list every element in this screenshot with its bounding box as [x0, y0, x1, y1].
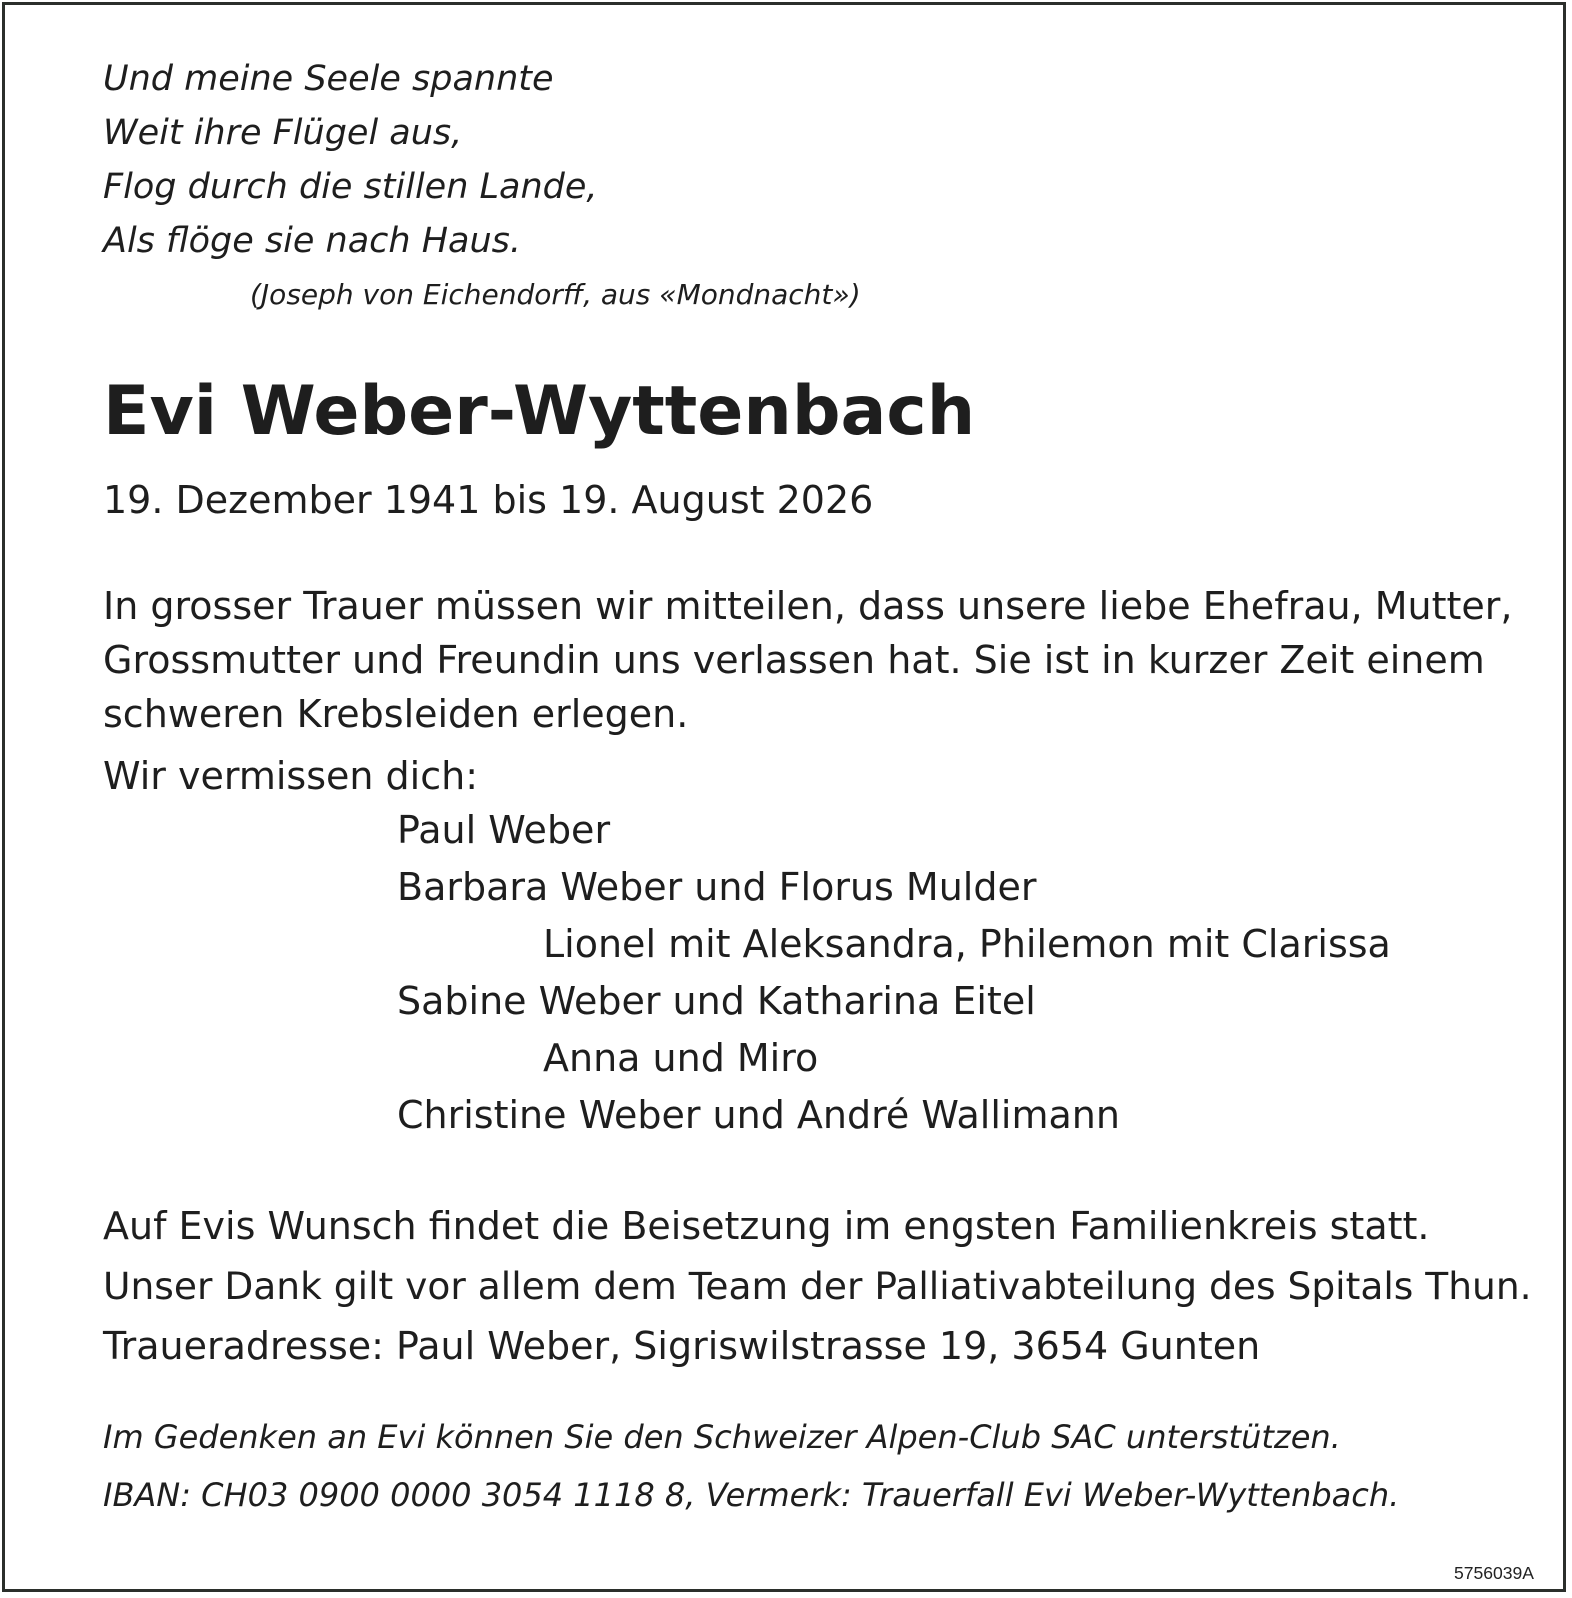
deceased-name: Evi Weber-Wyttenbach — [103, 372, 976, 451]
poem-line: Und meine Seele spannte — [103, 59, 554, 99]
family-member: Barbara Weber und Florus Mulder — [397, 865, 1037, 909]
ad-code: 5756039A — [1453, 1563, 1534, 1583]
family-member: Christine Weber und André Wallimann — [397, 1093, 1120, 1137]
poem-attribution: (Joseph von Eichendorff, aus «Mondnacht») — [250, 278, 861, 311]
family-member: Lionel mit Aleksandra, Philemon mit Clarissa — [543, 922, 1391, 966]
life-dates: 19. Dezember 1941 bis 19. August 2026 — [103, 478, 874, 522]
announcement-line: schweren Krebsleiden erlegen. — [103, 692, 689, 736]
miss-line: Wir vermissen dich: — [103, 754, 478, 798]
announcement-line: In grosser Trauer müssen wir mitteilen, dass unsere liebe Ehefrau, Mutter, — [103, 584, 1513, 628]
donation-line: IBAN: CH03 0900 0000 3054 1118 8, Vermerk: Trauerfall Evi Weber-Wyttenbach. — [103, 1476, 1400, 1514]
donation-line: Im Gedenken an Evi können Sie den Schweizer Alpen-Club SAC unterstützen. — [103, 1418, 1341, 1456]
poem-line: Flog durch die stillen Lande, — [103, 167, 598, 207]
family-member: Anna und Miro — [543, 1036, 819, 1080]
closing-line: Auf Evis Wunsch findet die Beisetzung im engsten Familienkreis statt. — [103, 1204, 1430, 1248]
family-member: Paul Weber — [397, 808, 611, 852]
poem-line: Weit ihre Flügel aus, — [103, 113, 463, 153]
family-member: Sabine Weber und Katharina Eitel — [397, 979, 1036, 1023]
closing-line: Traueradresse: Paul Weber, Sigriswilstrasse 19, 3654 Gunten — [103, 1324, 1261, 1368]
announcement-line: Grossmutter und Freundin uns verlassen hat. Sie ist in kurzer Zeit einem — [103, 638, 1485, 682]
poem-line: Als flöge sie nach Haus. — [103, 221, 522, 261]
closing-line: Unser Dank gilt vor allem dem Team der Palliativabteilung des Spitals Thun. — [103, 1264, 1532, 1308]
